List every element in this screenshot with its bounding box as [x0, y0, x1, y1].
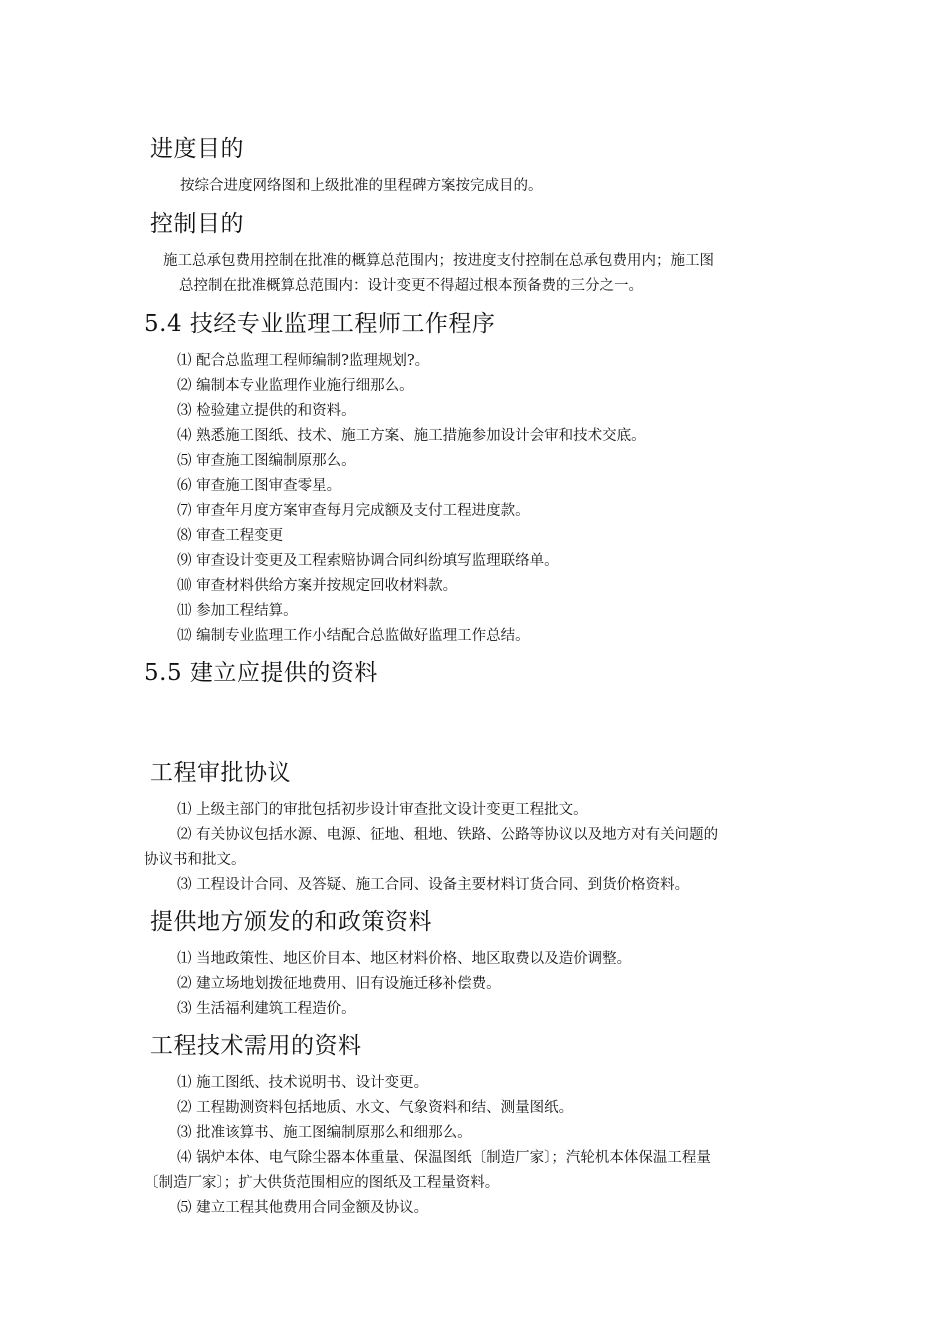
list-item: ⑿ 编制专业监理工作小结配合总监做好监理工作总结。 — [177, 628, 530, 644]
list-item: ⑴ 配合总监理工程师编制?监理规划?。 — [177, 353, 430, 369]
list-item: ⑹ 审查施工图审查零星。 — [177, 478, 342, 494]
list-item: ⑴ 上级主部门的审批包括初步设计审查批文设计变更工程批文。 — [177, 802, 588, 818]
list-item: ⑺ 审查年月度方案审查每月完成额及支付工程进度款。 — [177, 503, 530, 519]
list-item-continuation: 〔制造厂家〕；扩大供货范围相应的图纸及工程量资料。 — [144, 1175, 500, 1191]
list-item: ⑸ 建立工程其他费用合同金额及协议。 — [177, 1200, 429, 1216]
heading-control-goal: 控制目的 — [150, 211, 244, 237]
heading-tech-materials: 工程技术需用的资料 — [150, 1033, 362, 1059]
paragraph-control-goal-line2: 总控制在批准概算总范围内：设计变更不得超过根本预备费的三分之一。 — [179, 278, 643, 294]
list-item: ⑴ 施工图纸、技术说明书、设计变更。 — [177, 1075, 429, 1091]
paragraph-control-goal-line1: 施工总承包费用控制在批准的概算总范围内；按进度支付控制在总承包费用内；施工图 — [163, 253, 714, 269]
heading-section-5-4: 5.4 技经专业监理工程师工作程序 — [144, 311, 496, 337]
heading-local-policy: 提供地方颁发的和政策资料 — [150, 909, 432, 935]
list-item: ⑵ 有关协议包括水源、电源、征地、租地、铁路、公路等协议以及地方对有关问题的 — [177, 827, 719, 843]
list-item: ⑾ 参加工程结算。 — [177, 603, 298, 619]
list-item: ⑶ 检验建立提供的和资料。 — [177, 403, 356, 419]
list-item: ⑸ 审查施工图编制原那么。 — [177, 453, 356, 469]
list-item: ⑵ 工程勘测资料包括地质、水文、气象资料和结、测量图纸。 — [177, 1100, 574, 1116]
list-item: ⑴ 当地政策性、地区价目本、地区材料价格、地区取费以及造价调整。 — [177, 951, 632, 967]
heading-section-5-5: 5.5 建立应提供的资料 — [144, 660, 378, 686]
list-item: ⑻ 审查工程变更 — [177, 528, 284, 544]
list-item: ⑼ 审查设计变更及工程索赔协调合同纠纷填写监理联络单。 — [177, 553, 559, 569]
list-item: ⑵ 建立场地划拨征地费用、旧有设施迁移补偿费。 — [177, 976, 501, 992]
list-item: ⑶ 生活福利建筑工程造价。 — [177, 1001, 356, 1017]
heading-progress-goal: 进度目的 — [150, 136, 244, 162]
list-item: ⑶ 批准该算书、施工图编制原那么和细那么。 — [177, 1125, 472, 1141]
list-item: ⑵ 编制本专业监理作业施行细那么。 — [177, 378, 414, 394]
paragraph-progress-goal: 按综合进度网络图和上级批准的里程碑方案按完成目的。 — [180, 178, 543, 194]
list-item: ⑶ 工程设计合同、及答疑、施工合同、设备主要材料订货合同、到货价格资料。 — [177, 877, 690, 893]
heading-approval: 工程审批协议 — [150, 760, 291, 786]
list-item: ⑷ 锅炉本体、电气除尘器本体重量、保温图纸〔制造厂家〕；汽轮机本体保温工程量 — [177, 1150, 711, 1166]
list-item: ⑷ 熟悉施工图纸、技术、施工方案、施工措施参加设计会审和技术交底。 — [177, 428, 646, 444]
list-item: ⑽ 审查材料供给方案并按规定回收材料款。 — [177, 578, 458, 594]
list-item-continuation: 协议书和批文。 — [144, 852, 246, 868]
